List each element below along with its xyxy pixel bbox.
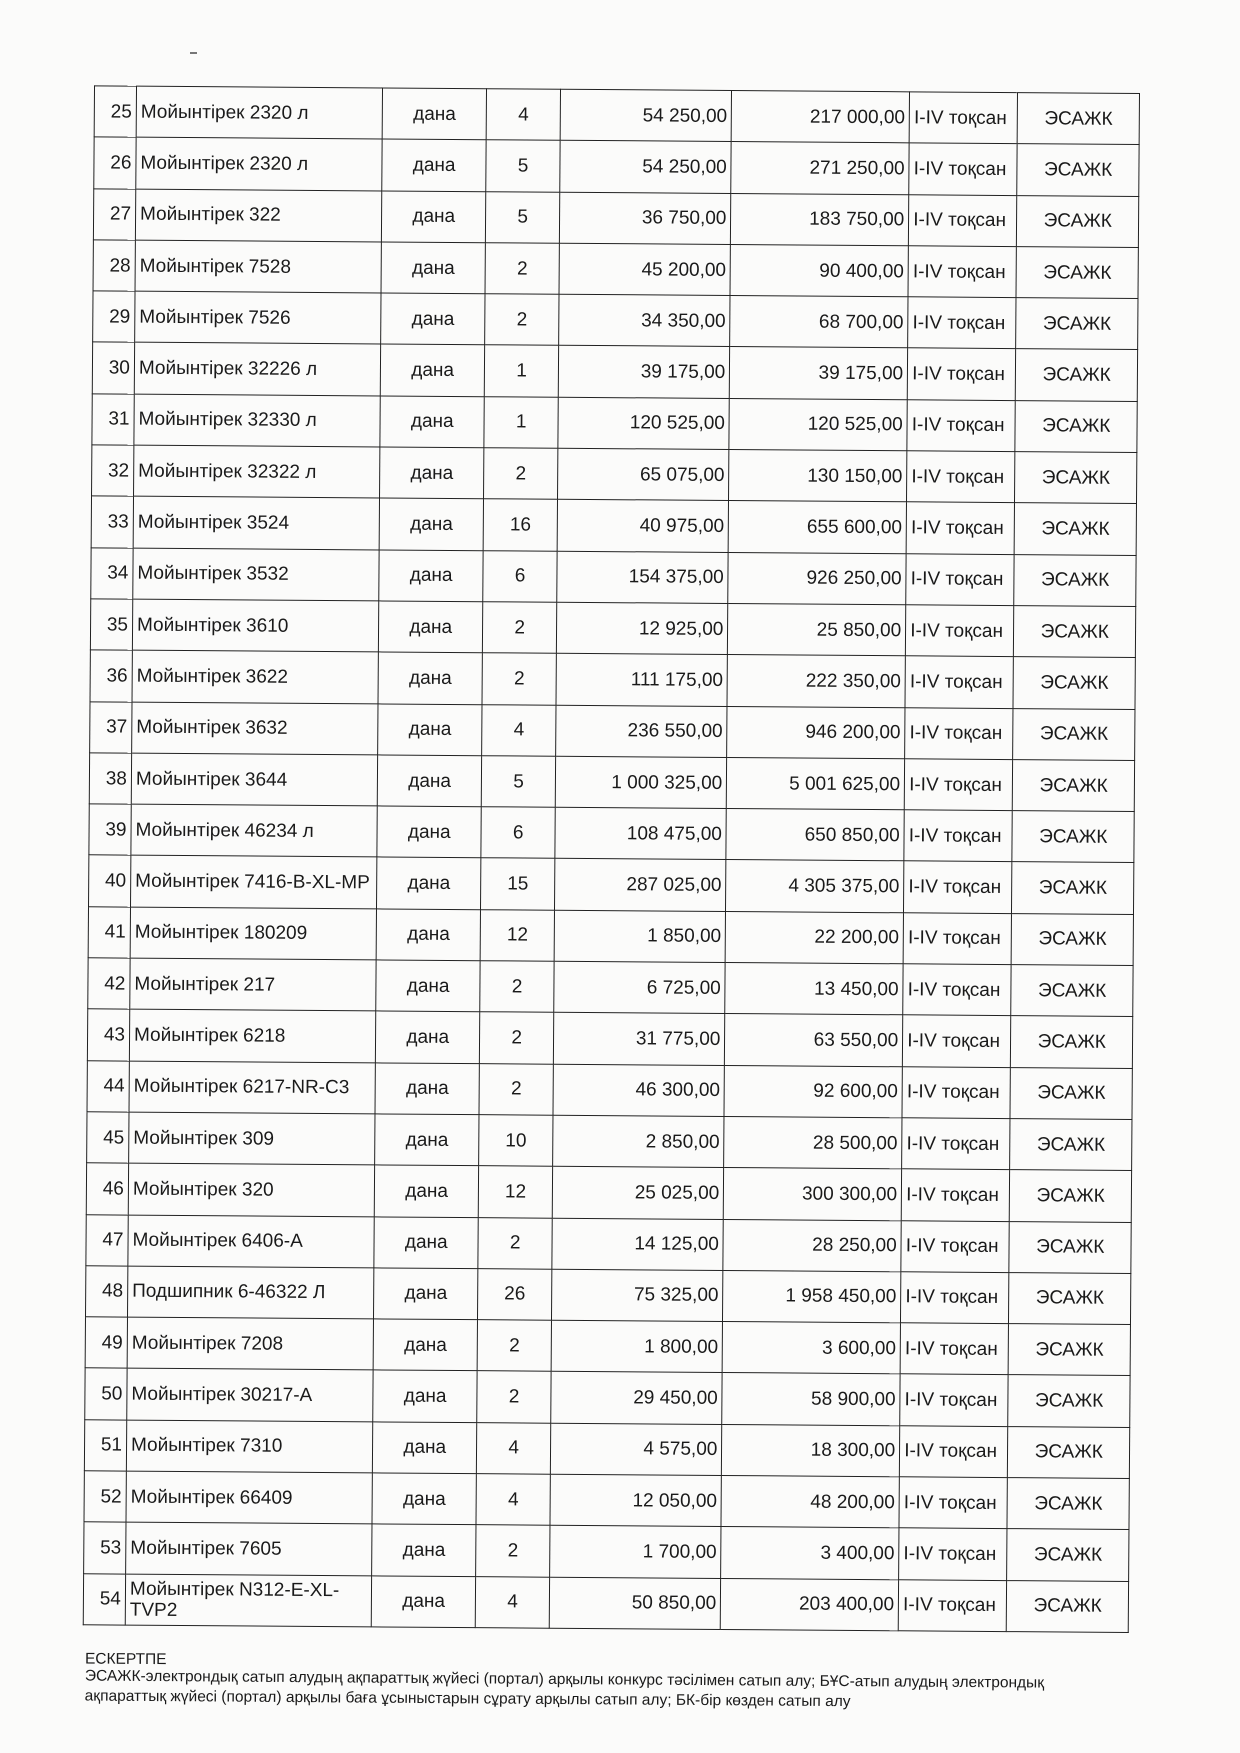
- period-cell: I-IV тоқсан: [899, 1528, 1008, 1580]
- unit-price-cell: 14 125,00: [552, 1218, 724, 1271]
- total-amount-cell: 68 700,00: [730, 296, 908, 349]
- item-name: Мойынтірек 3524: [133, 497, 380, 550]
- procurement-method-cell: ЭСАЖК: [1013, 657, 1135, 709]
- unit-cell: дана: [377, 857, 481, 909]
- table-body: [83, 86, 1139, 1633]
- unit-price-cell: 287 025,00: [555, 859, 727, 912]
- row-number: 43: [87, 1009, 129, 1061]
- quantity-cell: 1: [484, 345, 558, 397]
- period-cell: I-IV тоқсан: [901, 1169, 1010, 1221]
- period-cell: I-IV тоқсан: [908, 297, 1017, 349]
- row-number: 49: [85, 1317, 127, 1369]
- unit-cell: дана: [373, 1319, 477, 1371]
- procurement-method-cell: ЭСАЖК: [1016, 246, 1138, 298]
- quantity-cell: 4: [475, 1576, 549, 1628]
- quantity-cell: 6: [481, 807, 555, 859]
- row-number: 32: [92, 445, 134, 497]
- total-amount-cell: 3 600,00: [722, 1322, 900, 1375]
- unit-cell: дана: [379, 550, 483, 602]
- quantity-cell: 5: [486, 191, 560, 243]
- total-amount-cell: 203 400,00: [721, 1578, 899, 1631]
- item-name: Мойынтірек 322: [135, 189, 382, 242]
- procurement-method-cell: ЭСАЖК: [1015, 400, 1137, 452]
- period-cell: I-IV тоқсан: [906, 553, 1015, 605]
- procurement-method-cell: ЭСАЖК: [1010, 1170, 1132, 1222]
- unit-price-cell: 111 175,00: [556, 654, 728, 707]
- unit-cell: дана: [378, 652, 482, 704]
- row-number: 51: [84, 1420, 126, 1472]
- procurement-method-cell: ЭСАЖК: [1015, 452, 1137, 504]
- footnote: [84, 1650, 1105, 1714]
- row-number: 25: [94, 86, 136, 138]
- row-number: 31: [92, 394, 134, 446]
- unit-cell: дана: [376, 960, 480, 1012]
- procurement-method-cell: ЭСАЖК: [1015, 503, 1137, 555]
- table-row: [94, 137, 1139, 196]
- row-number: 48: [85, 1266, 127, 1318]
- unit-cell: дана: [373, 1422, 477, 1474]
- table-row: [87, 1060, 1132, 1119]
- table-row: [90, 650, 1135, 709]
- unit-cell: дана: [372, 1576, 476, 1628]
- row-number: 54: [83, 1573, 125, 1625]
- unit-cell: дана: [380, 396, 484, 448]
- procurement-method-cell: ЭСАЖК: [1013, 708, 1135, 760]
- total-amount-cell: 222 350,00: [727, 655, 905, 708]
- item-name: Мойынтірек 32322 л: [133, 445, 380, 498]
- unit-cell: дана: [372, 1473, 476, 1525]
- unit-cell: дана: [381, 293, 485, 345]
- quantity-cell: 6: [483, 550, 557, 602]
- procurement-method-cell: ЭСАЖК: [1014, 554, 1136, 606]
- table-row: [93, 291, 1138, 350]
- unit-price-cell: 2 850,00: [553, 1115, 725, 1168]
- quantity-cell: 4: [476, 1474, 550, 1526]
- unit-price-cell: 31 775,00: [553, 1013, 725, 1066]
- table-row: [85, 1266, 1130, 1325]
- procurement-method-cell: ЭСАЖК: [1016, 298, 1138, 350]
- total-amount-cell: 120 525,00: [729, 398, 907, 451]
- procurement-method-cell: ЭСАЖК: [1017, 144, 1139, 196]
- row-number: 42: [88, 958, 130, 1010]
- unit-cell: дана: [372, 1524, 476, 1576]
- total-amount-cell: 22 200,00: [725, 911, 903, 964]
- total-amount-cell: 946 200,00: [727, 706, 905, 759]
- unit-cell: дана: [375, 1063, 479, 1115]
- period-cell: I-IV тоқсан: [903, 1015, 1012, 1067]
- unit-price-cell: 12 925,00: [557, 602, 729, 655]
- note-text: ЭСАЖК-электрондық сатып алудың ақпараттық жүйесі (портал) арқылы конкурс тәсілімен сатып алу; БҰС-атып алудың электрондық ақпараттық жүйесі (портал) арқылы баға ұсыныстарын сұрату арқылы сатып алу; БК-бір көзден сатып алу: [84, 1667, 1045, 1711]
- procurement-method-cell: ЭСАЖК: [1014, 606, 1136, 658]
- unit-cell: дана: [378, 703, 482, 755]
- item-name: Мойынтірек 6218: [129, 1009, 376, 1062]
- item-name: Мойынтірек 2320 л: [136, 86, 383, 139]
- period-cell: I-IV тоқсан: [902, 1118, 1011, 1170]
- item-name: Мойынтірек 217: [130, 958, 377, 1011]
- total-amount-cell: 655 600,00: [728, 501, 906, 554]
- procurement-method-cell: ЭСАЖК: [1009, 1324, 1131, 1376]
- procurement-method-cell: ЭСАЖК: [1012, 811, 1134, 863]
- unit-price-cell: 1 800,00: [551, 1320, 723, 1373]
- period-cell: I-IV тоқсан: [903, 964, 1012, 1016]
- item-name: Мойынтірек N312-E-XL-TVP2: [125, 1574, 372, 1627]
- item-name: Мойынтірек 309: [129, 1112, 376, 1165]
- total-amount-cell: 58 900,00: [722, 1373, 900, 1426]
- row-number: 33: [91, 496, 133, 548]
- unit-price-cell: 1 000 325,00: [555, 756, 727, 809]
- unit-cell: дана: [375, 1114, 479, 1166]
- procurement-table: [83, 85, 1140, 1633]
- unit-cell: дана: [378, 755, 482, 807]
- unit-cell: дана: [382, 191, 486, 243]
- row-number: 47: [86, 1214, 128, 1266]
- period-cell: I-IV тоқсан: [901, 1272, 1010, 1324]
- row-number: 34: [91, 547, 133, 599]
- total-amount-cell: 4 305 375,00: [726, 860, 904, 913]
- total-amount-cell: 926 250,00: [728, 552, 906, 605]
- unit-cell: дана: [379, 498, 483, 550]
- unit-price-cell: 236 550,00: [556, 705, 728, 758]
- period-cell: I-IV тоқсан: [903, 913, 1012, 965]
- item-name: Мойынтірек 2320 л: [136, 137, 383, 190]
- row-number: 52: [84, 1471, 126, 1523]
- period-cell: I-IV тоқсан: [909, 194, 1018, 246]
- unit-price-cell: 12 050,00: [550, 1474, 722, 1527]
- unit-price-cell: 46 300,00: [553, 1064, 725, 1117]
- table-row: [87, 1009, 1132, 1068]
- unit-price-cell: 1 700,00: [550, 1526, 722, 1579]
- period-cell: I-IV тоқсан: [904, 759, 1013, 811]
- quantity-cell: 2: [478, 1217, 552, 1269]
- unit-price-cell: 29 450,00: [551, 1372, 723, 1425]
- table-row: [83, 1573, 1128, 1632]
- table-row: [94, 86, 1139, 145]
- unit-cell: дана: [382, 88, 486, 140]
- quantity-cell: 2: [479, 1012, 553, 1064]
- period-cell: I-IV тоқсан: [909, 92, 1018, 144]
- item-name: Мойынтірек 3610: [132, 599, 379, 652]
- quantity-cell: 2: [479, 1063, 553, 1115]
- period-cell: I-IV тоқсан: [898, 1579, 1007, 1631]
- table-row: [84, 1522, 1129, 1581]
- unit-price-cell: 40 975,00: [557, 500, 729, 553]
- quantity-cell: 2: [485, 243, 559, 295]
- note-title: ЕСКЕРТПЕ: [84, 1650, 167, 1669]
- unit-price-cell: 65 075,00: [558, 448, 730, 501]
- period-cell: I-IV тоқсан: [905, 656, 1014, 708]
- unit-price-cell: 4 575,00: [550, 1423, 722, 1476]
- quantity-cell: 10: [479, 1115, 553, 1167]
- quantity-cell: 12: [480, 909, 554, 961]
- row-number: 44: [87, 1060, 129, 1112]
- item-name: Мойынтірек 3644: [131, 753, 378, 806]
- unit-cell: дана: [375, 1165, 479, 1217]
- quantity-cell: 2: [477, 1320, 551, 1372]
- item-name: Мойынтірек 30217-А: [127, 1369, 374, 1422]
- total-amount-cell: 13 450,00: [725, 963, 903, 1016]
- quantity-cell: 2: [477, 1371, 551, 1423]
- total-amount-cell: 300 300,00: [724, 1168, 902, 1221]
- quantity-cell: 2: [480, 961, 554, 1013]
- unit-cell: дана: [377, 806, 481, 858]
- row-number: 38: [89, 753, 131, 805]
- total-amount-cell: 5 001 625,00: [727, 757, 905, 810]
- procurement-method-cell: ЭСАЖК: [1012, 913, 1134, 965]
- period-cell: I-IV тоқсан: [904, 861, 1013, 913]
- table-row: [93, 240, 1138, 299]
- item-name: Мойынтірек 66409: [126, 1471, 373, 1524]
- scan-mark: [190, 52, 197, 54]
- unit-price-cell: 120 525,00: [558, 397, 730, 450]
- period-cell: I-IV тоқсан: [904, 810, 1013, 862]
- item-name: Мойынтірек 7528: [135, 240, 382, 293]
- item-name: Подшипник 6-46322 Л: [127, 1266, 374, 1319]
- table-row: [86, 1163, 1131, 1222]
- table-row: [84, 1471, 1129, 1530]
- quantity-cell: 2: [482, 653, 556, 705]
- procurement-method-cell: ЭСАЖК: [1010, 1067, 1132, 1119]
- row-number: 28: [93, 240, 135, 292]
- quantity-cell: 1: [484, 396, 558, 448]
- quantity-cell: 5: [486, 140, 560, 192]
- procurement-method-cell: ЭСАЖК: [1011, 965, 1133, 1017]
- item-name: Мойынтірек 320: [128, 1163, 375, 1216]
- period-cell: I-IV тоқсан: [900, 1425, 1009, 1477]
- procurement-method-cell: ЭСАЖК: [1009, 1272, 1131, 1324]
- unit-price-cell: 54 250,00: [560, 89, 732, 142]
- table-row: [88, 958, 1133, 1017]
- total-amount-cell: 217 000,00: [731, 91, 909, 144]
- total-amount-cell: 48 200,00: [721, 1475, 899, 1528]
- procurement-method-cell: ЭСАЖК: [1011, 1016, 1133, 1068]
- period-cell: I-IV тоқсан: [907, 451, 1016, 503]
- row-number: 27: [93, 188, 135, 240]
- table-row: [93, 188, 1138, 247]
- quantity-cell: 12: [478, 1166, 552, 1218]
- unit-price-cell: 50 850,00: [549, 1577, 721, 1630]
- unit-cell: дана: [373, 1370, 477, 1422]
- unit-price-cell: 39 175,00: [558, 346, 730, 399]
- procurement-method-cell: ЭСАЖК: [1018, 93, 1140, 145]
- period-cell: I-IV тоқсан: [908, 246, 1017, 298]
- quantity-cell: 4: [482, 704, 556, 756]
- quantity-cell: 2: [484, 448, 558, 500]
- row-number: 39: [89, 804, 131, 856]
- unit-price-cell: 54 250,00: [560, 141, 732, 194]
- period-cell: I-IV тоқсан: [900, 1323, 1009, 1375]
- period-cell: I-IV тоқсан: [901, 1220, 1010, 1272]
- unit-cell: дана: [376, 909, 480, 961]
- procurement-method-cell: ЭСАЖК: [1008, 1426, 1130, 1478]
- quantity-cell: 26: [478, 1269, 552, 1321]
- row-number: 29: [93, 291, 135, 343]
- period-cell: I-IV тоқсан: [900, 1374, 1009, 1426]
- row-number: 37: [90, 701, 132, 753]
- unit-cell: дана: [381, 344, 485, 396]
- unit-price-cell: 34 350,00: [559, 294, 731, 347]
- total-amount-cell: 183 750,00: [731, 193, 909, 246]
- unit-price-cell: 25 025,00: [552, 1166, 724, 1219]
- item-name: Мойынтірек 6406-А: [128, 1215, 375, 1268]
- procurement-method-cell: ЭСАЖК: [1007, 1478, 1129, 1530]
- quantity-cell: 15: [481, 858, 555, 910]
- table-row: [86, 1214, 1131, 1273]
- table-row: [90, 599, 1135, 658]
- table-row: [88, 907, 1133, 966]
- item-name: Мойынтірек 32330 л: [134, 394, 381, 447]
- unit-cell: дана: [381, 242, 485, 294]
- quantity-cell: 2: [485, 294, 559, 346]
- item-name: Мойынтірек 7310: [126, 1420, 373, 1473]
- period-cell: I-IV тоқсан: [906, 605, 1015, 657]
- procurement-method-cell: ЭСАЖК: [1017, 195, 1139, 247]
- total-amount-cell: 130 150,00: [729, 450, 907, 503]
- total-amount-cell: 92 600,00: [724, 1065, 902, 1118]
- table-row: [92, 394, 1137, 453]
- row-number: 46: [86, 1163, 128, 1215]
- quantity-cell: 4: [486, 89, 560, 141]
- item-name: Мойынтірек 3532: [133, 548, 380, 601]
- procurement-table-wrapper: [83, 85, 1140, 1633]
- procurement-method-cell: ЭСАЖК: [1009, 1221, 1131, 1273]
- total-amount-cell: 25 850,00: [728, 603, 906, 656]
- table-row: [89, 855, 1134, 914]
- table-row: [92, 342, 1137, 401]
- table-row: [91, 496, 1136, 555]
- row-number: 45: [87, 1112, 129, 1164]
- unit-price-cell: 36 750,00: [560, 192, 732, 245]
- table-row: [91, 547, 1136, 606]
- table-row: [84, 1420, 1129, 1479]
- total-amount-cell: 18 300,00: [722, 1424, 900, 1477]
- table-row: [90, 701, 1135, 760]
- unit-cell: дана: [379, 601, 483, 653]
- unit-price-cell: 45 200,00: [559, 243, 731, 296]
- table-row: [85, 1317, 1130, 1376]
- total-amount-cell: 39 175,00: [730, 347, 908, 400]
- period-cell: I-IV тоқсан: [907, 348, 1016, 400]
- item-name: Мойынтірек 46234 л: [131, 804, 378, 857]
- row-number: 40: [89, 855, 131, 907]
- table-row: [89, 753, 1134, 812]
- period-cell: I-IV тоқсан: [902, 1066, 1011, 1118]
- row-number: 30: [92, 342, 134, 394]
- total-amount-cell: 1 958 450,00: [723, 1270, 901, 1323]
- procurement-method-cell: ЭСАЖК: [1007, 1529, 1129, 1581]
- procurement-method-cell: ЭСАЖК: [1007, 1580, 1129, 1632]
- unit-price-cell: 154 375,00: [557, 551, 729, 604]
- unit-price-cell: 6 725,00: [554, 961, 726, 1014]
- item-name: Мойынтірек 3622: [132, 650, 379, 703]
- row-number: 41: [88, 907, 130, 959]
- total-amount-cell: 28 250,00: [723, 1219, 901, 1272]
- row-number: 36: [90, 650, 132, 702]
- total-amount-cell: 271 250,00: [731, 142, 909, 195]
- quantity-cell: 4: [476, 1422, 550, 1474]
- total-amount-cell: 3 400,00: [721, 1527, 899, 1580]
- row-number: 35: [90, 599, 132, 651]
- row-number: 50: [85, 1368, 127, 1420]
- item-name: Мойынтірек 7526: [135, 291, 382, 344]
- table-row: [89, 804, 1134, 863]
- unit-cell: дана: [376, 1011, 480, 1063]
- procurement-method-cell: ЭСАЖК: [1013, 759, 1135, 811]
- procurement-method-cell: ЭСАЖК: [1008, 1375, 1130, 1427]
- unit-price-cell: 108 475,00: [555, 807, 727, 860]
- quantity-cell: 16: [483, 499, 557, 551]
- period-cell: I-IV тоқсан: [905, 707, 1014, 759]
- table-row: [85, 1368, 1130, 1427]
- total-amount-cell: 28 500,00: [724, 1116, 902, 1169]
- total-amount-cell: 63 550,00: [725, 1014, 903, 1067]
- quantity-cell: 5: [481, 756, 555, 808]
- unit-price-cell: 75 325,00: [552, 1269, 724, 1322]
- period-cell: I-IV тоқсан: [909, 143, 1018, 195]
- procurement-method-cell: ЭСАЖК: [1016, 349, 1138, 401]
- item-name: Мойынтірек 7605: [126, 1522, 373, 1575]
- unit-cell: дана: [380, 447, 484, 499]
- period-cell: I-IV тоқсан: [899, 1477, 1008, 1529]
- item-name: Мойынтірек 7208: [127, 1317, 374, 1370]
- unit-price-cell: 1 850,00: [554, 910, 726, 963]
- row-number: 26: [94, 137, 136, 189]
- total-amount-cell: 90 400,00: [730, 244, 908, 297]
- item-name: Мойынтірек 32226 л: [134, 343, 381, 396]
- item-name: Мойынтірек 180209: [130, 907, 377, 960]
- unit-cell: дана: [382, 139, 486, 191]
- procurement-method-cell: ЭСАЖК: [1010, 1119, 1132, 1171]
- unit-cell: дана: [374, 1268, 478, 1320]
- period-cell: I-IV тоқсан: [907, 400, 1016, 452]
- item-name: Мойынтірек 6217-NR-C3: [129, 1061, 376, 1114]
- quantity-cell: 2: [476, 1525, 550, 1577]
- table-row: [87, 1112, 1132, 1171]
- period-cell: I-IV тоқсан: [906, 502, 1015, 554]
- item-name: Мойынтірек 7416-В-XL-MP: [130, 856, 377, 909]
- unit-cell: дана: [374, 1216, 478, 1268]
- procurement-method-cell: ЭСАЖК: [1012, 862, 1134, 914]
- row-number: 53: [84, 1522, 126, 1574]
- item-name: Мойынтірек 3632: [132, 702, 379, 755]
- quantity-cell: 2: [483, 602, 557, 654]
- table-row: [92, 445, 1137, 504]
- total-amount-cell: 650 850,00: [726, 809, 904, 862]
